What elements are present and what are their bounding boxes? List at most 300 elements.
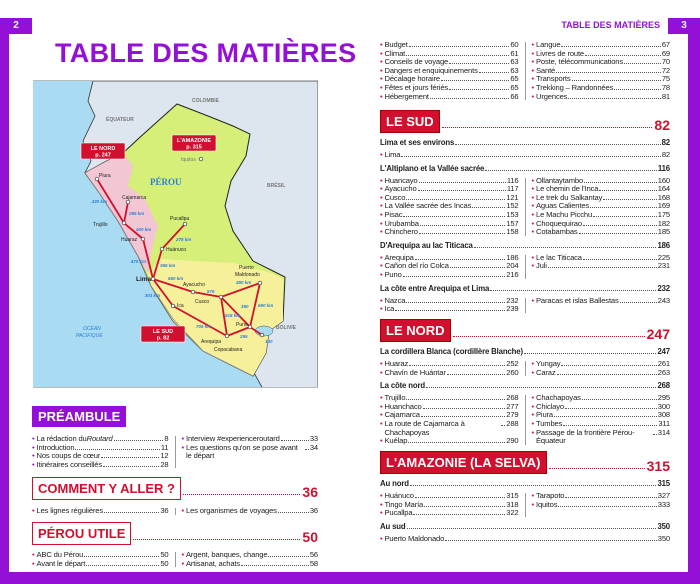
chapter-page: 50 (302, 529, 318, 545)
entry-label: Tarapoto (536, 491, 565, 500)
toc-entry[interactable] (380, 420, 519, 437)
page-number-left: 2 (0, 18, 32, 34)
entry-page: 261 (657, 359, 670, 368)
toc-entry[interactable] (532, 297, 671, 306)
city-marker (219, 295, 223, 299)
chapter-heading-sud[interactable]: LE SUD (380, 110, 440, 133)
entry-page: 33 (309, 434, 318, 443)
page-title: TABLE DES MATIÈRES (55, 38, 357, 68)
subsection-label: L'Altiplano et la Vallée sacrée (380, 163, 485, 173)
entry-label: La rédaction du (36, 434, 87, 443)
bullet-icon: • (531, 261, 535, 271)
entry-page: 61 (510, 48, 519, 58)
entry-label: Conseils de voyage (384, 57, 449, 67)
peru-map (33, 80, 318, 388)
entry-column-left (380, 254, 519, 280)
toc-entry[interactable] (532, 228, 671, 237)
entry-page: 63 (510, 65, 519, 75)
entry-column-right (182, 551, 319, 568)
subsection-heading[interactable] (380, 347, 670, 356)
route-distance: 705 km (196, 324, 212, 329)
entry-label: Le Machu Picchu (536, 209, 593, 219)
toc-entry[interactable] (380, 297, 519, 306)
toc-entry[interactable] (380, 369, 519, 378)
bullet-icon: • (531, 401, 535, 411)
entry-label: Trekking – Randonnées (536, 82, 614, 92)
entry-label: Hébergement (384, 91, 429, 101)
entry-label: Cajamarca (384, 410, 420, 420)
subsection-page: 116 (657, 163, 670, 173)
column-divider (525, 395, 526, 445)
entry-label: Puerto Maldonado (384, 533, 445, 543)
chapter-heading-comment[interactable]: COMMENT Y ALLER ? (32, 477, 181, 500)
subsection-heading[interactable] (380, 479, 670, 488)
bullet-icon: • (531, 393, 535, 403)
subsection-label: La côte nord (380, 381, 425, 391)
entry-page: 260 (506, 367, 519, 377)
toc-entry[interactable] (532, 93, 671, 102)
bullet-icon: • (32, 459, 35, 469)
entry-list (380, 297, 670, 314)
bullet-icon: • (380, 418, 383, 428)
bullet-icon: • (380, 209, 383, 219)
bullet-icon: • (531, 40, 535, 49)
entry-label: Piura (536, 410, 553, 420)
entry-page: 239 (506, 304, 519, 314)
dot-leader (556, 72, 661, 73)
entry-page: 63 (510, 57, 519, 67)
entry-page: 117 (506, 184, 519, 194)
entry-column-left (380, 492, 519, 518)
country-label: ÉQUATEUR (106, 117, 134, 123)
dot-leader (406, 302, 505, 303)
dot-leader (281, 440, 309, 441)
bullet-icon: • (531, 252, 535, 262)
bullet-icon: • (531, 82, 535, 92)
dot-leader (472, 207, 505, 208)
toc-entry[interactable] (380, 305, 519, 314)
entry-page: 279 (506, 410, 519, 420)
dot-leader (624, 63, 661, 64)
dot-leader (403, 276, 506, 277)
route-distance: 303 km (144, 293, 160, 298)
entry-page: 175 (657, 209, 670, 219)
bullet-icon: • (380, 499, 383, 509)
toc-entry[interactable] (380, 93, 519, 102)
entry-column-right (532, 297, 671, 314)
entry-label: Choquequirao (536, 218, 582, 228)
chapter-heading-perou[interactable]: PÉROU UTILE (32, 522, 131, 545)
bullet-icon: • (531, 418, 535, 428)
section-perou-utile-cont (380, 41, 670, 101)
bullet-icon: • (380, 295, 383, 305)
chapter-header (380, 319, 670, 342)
entry-page: 157 (506, 218, 519, 228)
entry-label: Itinéraires conseillés (36, 459, 103, 469)
entry-column-right (532, 492, 671, 518)
entry-page: 185 (657, 227, 670, 237)
entry-page: 327 (657, 491, 670, 500)
toc-entry[interactable] (32, 507, 169, 516)
city-marker (141, 237, 145, 241)
entry-label: Artisanat, achats (186, 558, 241, 568)
toc-entry[interactable] (532, 262, 671, 271)
dot-leader (474, 247, 657, 248)
dot-leader (603, 199, 657, 200)
city-label: Trujillo (93, 222, 108, 228)
entry-label: Tingo María (384, 499, 424, 509)
subsection-label: La côte entre Arequipa et Lima (380, 283, 490, 293)
entry-page: 11 (160, 442, 169, 452)
bullet-icon: • (531, 367, 535, 377)
toc-entry[interactable] (380, 437, 519, 446)
entry-label: Huanchaco (384, 401, 422, 411)
bullet-icon: • (380, 227, 383, 237)
entry-label: Puno (384, 269, 402, 279)
entry-page: 168 (657, 192, 670, 202)
entry-label: Le chemin de l'Inca (536, 184, 599, 194)
entry-page: 58 (309, 558, 318, 568)
bullet-icon: • (531, 227, 535, 237)
subsection-heading[interactable] (380, 284, 670, 293)
bullet-icon: • (380, 74, 383, 84)
entry-page: 70 (661, 57, 670, 67)
callout-name: L'AMAZONIE (177, 138, 211, 144)
entry-label: Arequipa (384, 252, 414, 262)
city-marker (260, 333, 264, 337)
route-distance: 295 (240, 334, 248, 339)
entry-page: 308 (657, 410, 670, 420)
bullet-icon: • (380, 410, 383, 420)
dot-leader (75, 449, 160, 450)
entry-page: 216 (506, 269, 519, 279)
entry-column-right (532, 41, 671, 101)
toc-entry[interactable] (32, 560, 169, 569)
entry-label: Huancayo (384, 175, 418, 185)
dot-leader (548, 267, 657, 268)
city-marker (191, 290, 195, 294)
bullet-icon: • (32, 558, 35, 568)
entry-page: 252 (506, 359, 519, 368)
column-divider (525, 178, 526, 236)
chapter-page: 36 (302, 484, 318, 500)
toc-entry[interactable] (532, 369, 671, 378)
entry-page: 288 (506, 418, 519, 428)
bullet-icon: • (380, 533, 383, 543)
bullet-icon: • (380, 218, 383, 228)
dot-leader (584, 182, 657, 183)
toc-entry[interactable] (182, 560, 319, 569)
city-label: Maldonado (235, 272, 260, 278)
entry-column-left (380, 360, 519, 377)
route-distance: 560 km (168, 276, 184, 281)
page-number-right: 3 (668, 18, 700, 34)
entry-page: 50 (160, 550, 169, 559)
bullet-icon: • (531, 427, 535, 437)
city-label: Huánuco (166, 247, 187, 253)
bullet-icon: • (380, 201, 383, 211)
dot-leader (450, 267, 505, 268)
callout-page: p. 315 (186, 144, 202, 151)
entry-page: 277 (506, 401, 519, 411)
dot-leader (590, 207, 657, 208)
bullet-icon: • (380, 48, 383, 58)
entry-label: Aguas Calientes (536, 201, 590, 211)
entry-page: 315 (506, 491, 519, 500)
city-marker (225, 334, 229, 338)
entry-label: Lima (384, 150, 401, 159)
bullet-icon: • (380, 367, 383, 377)
entry-page: 36 (309, 506, 318, 515)
entry-page: 67 (661, 40, 670, 49)
entry-list (380, 394, 670, 446)
city-label: Ica (177, 303, 184, 309)
dot-leader (585, 55, 661, 56)
entry-column-left (380, 177, 519, 237)
entry-page: 243 (657, 295, 670, 305)
city-label: Cusco (195, 299, 210, 305)
bullet-icon: • (32, 434, 35, 443)
dot-leader (410, 485, 657, 486)
dot-leader (409, 365, 505, 366)
dot-leader (103, 466, 159, 467)
route-distance: 470 km (130, 259, 146, 264)
dot-leader (268, 556, 308, 557)
bullet-icon: • (181, 550, 185, 559)
dot-leader (455, 144, 660, 145)
entry-label: La route de Cajamarca à Chachapoyas (384, 418, 465, 437)
bullet-icon: • (531, 175, 535, 185)
entry-page: 65 (510, 74, 519, 84)
chapter-heading-nord[interactable]: LE NORD (380, 319, 451, 342)
subsection-heading[interactable] (380, 164, 670, 173)
city-marker (151, 277, 155, 281)
dot-leader (557, 374, 657, 375)
dot-leader (409, 46, 510, 47)
section-le-nord (380, 319, 670, 446)
entry-label: La Vallée sacrée des Incas (384, 201, 472, 211)
entry-label: Huánuco (384, 491, 414, 500)
dot-leader (114, 440, 164, 441)
running-title: TABLE DES MATIÈRES (561, 20, 660, 30)
entry-page: 12 (160, 451, 169, 461)
dot-leader (419, 182, 506, 183)
entry-label: Les organismes de voyages (186, 506, 277, 515)
toc-entry[interactable] (182, 444, 319, 461)
entry-column (380, 151, 670, 160)
entry-label: Poste, télécommunications (536, 57, 624, 67)
bullet-icon: • (181, 442, 185, 452)
entry-column-right (532, 254, 671, 280)
chapter-heading-preambule[interactable]: PRÉAMBULE (32, 406, 126, 427)
entry-label: Budget (384, 40, 408, 49)
bullet-icon: • (531, 359, 535, 368)
entry-column-left (32, 435, 169, 469)
toc-entry[interactable] (380, 535, 670, 544)
subsection-page: 186 (657, 240, 670, 250)
toc-entry[interactable] (380, 509, 519, 518)
subsection-heading[interactable] (380, 381, 670, 390)
entry-label: Urubamba (384, 218, 419, 228)
route-distance: 690 km (258, 303, 274, 308)
toc-entry[interactable] (32, 461, 169, 470)
entry-page: 263 (657, 367, 670, 377)
dot-leader (418, 190, 506, 191)
entry-page: 182 (657, 218, 670, 228)
entry-label: Cotabambas (536, 227, 578, 237)
section-comment-y-aller (32, 477, 318, 516)
bullet-icon: • (380, 359, 383, 368)
subsection-page: 315 (657, 479, 670, 488)
chapter-page: 247 (646, 326, 670, 342)
entry-label: Décalage horaire (384, 74, 440, 84)
dot-leader (406, 399, 505, 400)
entry-column-left (380, 297, 519, 314)
entry-list (380, 151, 670, 160)
dot-leader (395, 310, 505, 311)
entry-page: 34 (309, 442, 318, 452)
entry-page: 300 (657, 401, 670, 411)
subsection-label: Au sud (380, 521, 406, 531)
bullet-icon: • (380, 184, 383, 194)
dot-leader (485, 170, 657, 171)
column-divider (525, 42, 526, 100)
entry-page: 56 (309, 550, 318, 559)
entry-label: Langue (536, 40, 561, 49)
entry-label: Transports (536, 74, 571, 84)
bullet-icon: • (380, 436, 383, 446)
entry-page: 50 (160, 558, 169, 568)
entry-label: Pisac (384, 209, 403, 219)
bullet-icon: • (32, 550, 35, 559)
dot-leader (593, 216, 657, 217)
toc-entry[interactable] (380, 151, 670, 160)
entry-label: Les lignes régulières (36, 506, 104, 515)
subsection-heading[interactable] (380, 138, 670, 147)
city-label: Huaraz (121, 237, 138, 243)
chapter-page: 315 (646, 458, 670, 474)
section-le-sud (380, 110, 670, 314)
subsection-page: 350 (657, 521, 670, 531)
entry-label: Chiclayo (536, 401, 564, 411)
chapter-heading-amazonie[interactable]: L'AMAZONIE (LA SELVA) (380, 451, 547, 474)
toc-entry[interactable] (182, 507, 319, 516)
column-divider (175, 552, 176, 567)
dot-leader (406, 55, 509, 56)
dot-leader (419, 233, 505, 234)
column-divider (525, 298, 526, 313)
dot-leader (565, 408, 657, 409)
city-marker (160, 247, 164, 251)
dot-leader (441, 80, 509, 81)
country-label: BOLIVIE (276, 325, 297, 331)
bullet-icon: • (531, 57, 535, 67)
page-border-bottom (0, 572, 700, 584)
entry-label: Argent, banques, change (186, 550, 268, 559)
city-label: Puno (236, 322, 248, 328)
dot-leader (424, 506, 505, 507)
bullet-icon: • (531, 192, 535, 202)
entry-label: Dangers et enquiquinements (384, 65, 478, 75)
dot-leader (406, 199, 505, 200)
dot-leader (568, 98, 661, 99)
toc-entry[interactable] (532, 254, 671, 263)
route-distance: 480 km (236, 280, 252, 285)
dot-leader (305, 449, 309, 450)
toc-entry[interactable] (532, 429, 671, 446)
route-distance: 400 km (136, 227, 152, 232)
dot-leader (572, 80, 661, 81)
column-divider (175, 436, 176, 468)
entry-label: Huaraz (384, 359, 409, 368)
entry-page: 82 (661, 150, 670, 159)
bullet-icon: • (380, 82, 383, 92)
subsection-label: D'Arequipa au lac Titicaca (380, 240, 473, 250)
dot-leader (430, 98, 509, 99)
city-marker (183, 222, 187, 226)
entry-page: 268 (506, 393, 519, 403)
entry-list (380, 254, 670, 280)
entry-label: Avant le départ (36, 558, 86, 568)
city-label: Lima (136, 276, 152, 283)
city-label: Puerto (239, 265, 254, 271)
route-distance: 518 km (225, 313, 241, 318)
dot-leader (401, 156, 660, 157)
subsection-heading[interactable] (380, 241, 670, 250)
entry-column (380, 535, 670, 544)
entry-label: Caraz (536, 367, 556, 377)
city-marker (248, 325, 252, 329)
dot-leader (565, 497, 656, 498)
bullet-icon: • (380, 40, 383, 49)
entry-label: Climat (384, 48, 406, 58)
subsection-label: Lima et ses environs (380, 138, 455, 147)
entry-page: 60 (510, 40, 519, 49)
dot-leader (408, 442, 505, 443)
column-divider (525, 361, 526, 376)
toc-entry[interactable] (380, 271, 519, 280)
subsection-page: 268 (657, 381, 670, 391)
dot-leader (403, 216, 505, 217)
route-distance: 575 (207, 289, 215, 294)
dot-leader (423, 408, 506, 409)
subsection-heading[interactable] (380, 522, 670, 531)
entry-list (380, 535, 670, 544)
entry-label: Le trek du Salkantay (536, 192, 603, 202)
chapter-header (380, 451, 670, 474)
page-border-left (0, 18, 9, 584)
bullet-icon: • (380, 401, 383, 411)
entry-page: 314 (657, 427, 670, 437)
entry-label: Paracas et islas Ballestas (536, 295, 619, 305)
dot-leader (445, 540, 657, 541)
country-label: COLOMBIE (192, 98, 219, 104)
bullet-icon: • (181, 558, 185, 568)
dot-leader (549, 468, 645, 469)
toc-entry[interactable] (380, 228, 519, 237)
toc-entry[interactable] (532, 501, 671, 510)
dot-leader (453, 336, 645, 337)
route-distance: 430 km (91, 199, 107, 204)
entry-page: 8 (164, 434, 169, 443)
entry-page: 311 (658, 418, 670, 428)
entry-page: 318 (506, 499, 519, 509)
dot-leader (579, 233, 657, 234)
bullet-icon: • (531, 218, 535, 228)
chapter-page: 82 (654, 117, 670, 133)
dot-leader (426, 387, 656, 388)
entry-column-left (32, 551, 169, 568)
